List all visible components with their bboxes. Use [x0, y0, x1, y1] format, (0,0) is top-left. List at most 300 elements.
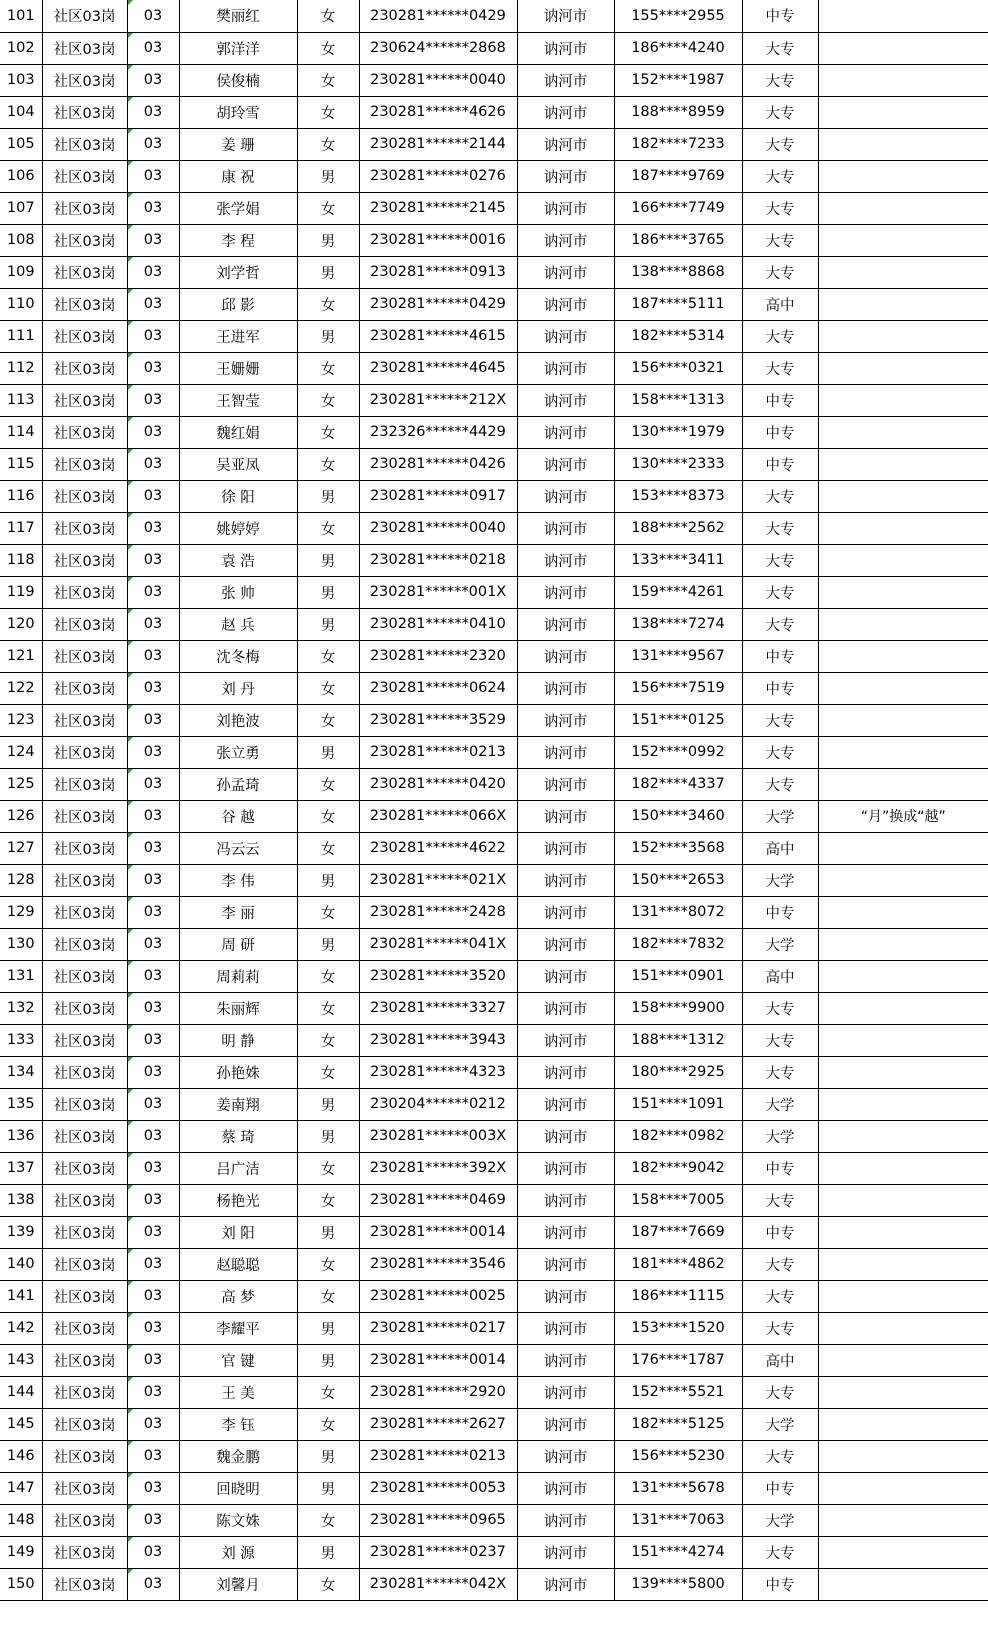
id-number-cell: 230281******4323	[359, 1056, 517, 1088]
id-number-cell: 230281******4626	[359, 96, 517, 128]
applicant-name-cell: 樊丽红	[179, 0, 297, 32]
remark-cell	[818, 1024, 988, 1056]
table-row	[0, 480, 988, 512]
remark-cell	[818, 32, 988, 64]
remark-cell	[818, 1472, 988, 1504]
id-number-cell: 230281******2144	[359, 128, 517, 160]
applicant-name-cell: 魏金鹏	[179, 1440, 297, 1472]
phone-number-cell: 155****2955	[614, 0, 742, 32]
city-cell: 讷河市	[517, 736, 614, 768]
phone-number-cell: 158****7005	[614, 1184, 742, 1216]
phone-number-cell: 131****5678	[614, 1472, 742, 1504]
post-code-cell: 03	[127, 576, 179, 608]
post-code-cell: 03	[127, 1472, 179, 1504]
applicant-name-cell: 沈冬梅	[179, 640, 297, 672]
gender-cell: 男	[297, 576, 359, 608]
post-name-cell: 社区03岗	[42, 1408, 127, 1440]
education-cell: 大学	[742, 864, 818, 896]
id-number-cell: 230281******0213	[359, 1440, 517, 1472]
table-row	[0, 1216, 988, 1248]
row-number-cell: 115	[0, 448, 42, 480]
applicant-name-cell: 吴亚凤	[179, 448, 297, 480]
remark-cell	[818, 1056, 988, 1088]
gender-cell: 男	[297, 1440, 359, 1472]
id-number-cell: 230281******0429	[359, 288, 517, 320]
applicant-name-cell: 谷 越	[179, 800, 297, 832]
post-code-cell: 03	[127, 256, 179, 288]
table-row	[0, 960, 988, 992]
gender-cell: 女	[297, 0, 359, 32]
remark-cell	[818, 1568, 988, 1600]
post-name-cell: 社区03岗	[42, 352, 127, 384]
education-cell: 大学	[742, 1120, 818, 1152]
id-number-cell: 230281******0040	[359, 512, 517, 544]
post-code-cell: 03	[127, 0, 179, 32]
applicant-name-cell: 赵聪聪	[179, 1248, 297, 1280]
id-number-cell: 230281******0429	[359, 0, 517, 32]
city-cell: 讷河市	[517, 544, 614, 576]
phone-number-cell: 181****4862	[614, 1248, 742, 1280]
education-cell: 大专	[742, 64, 818, 96]
applicant-name-cell: 张 帅	[179, 576, 297, 608]
row-number-cell: 125	[0, 768, 42, 800]
row-number-cell: 103	[0, 64, 42, 96]
table-row	[0, 992, 988, 1024]
gender-cell: 女	[297, 1024, 359, 1056]
city-cell: 讷河市	[517, 1440, 614, 1472]
remark-cell	[818, 352, 988, 384]
remark-cell	[818, 640, 988, 672]
row-number-cell: 147	[0, 1472, 42, 1504]
post-name-cell: 社区03岗	[42, 1152, 127, 1184]
table-row	[0, 160, 988, 192]
city-cell: 讷河市	[517, 864, 614, 896]
id-number-cell: 230281******212X	[359, 384, 517, 416]
post-name-cell: 社区03岗	[42, 480, 127, 512]
row-number-cell: 146	[0, 1440, 42, 1472]
table-row	[0, 224, 988, 256]
city-cell: 讷河市	[517, 384, 614, 416]
post-name-cell: 社区03岗	[42, 1344, 127, 1376]
phone-number-cell: 186****4240	[614, 32, 742, 64]
post-code-cell: 03	[127, 608, 179, 640]
remark-cell	[818, 384, 988, 416]
post-name-cell: 社区03岗	[42, 544, 127, 576]
post-name-cell: 社区03岗	[42, 1280, 127, 1312]
city-cell: 讷河市	[517, 416, 614, 448]
phone-number-cell: 182****4337	[614, 768, 742, 800]
city-cell: 讷河市	[517, 64, 614, 96]
id-number-cell: 230281******4615	[359, 320, 517, 352]
phone-number-cell: 159****4261	[614, 576, 742, 608]
remark-cell	[818, 672, 988, 704]
id-number-cell: 230281******0420	[359, 768, 517, 800]
post-code-cell: 03	[127, 416, 179, 448]
row-number-cell: 149	[0, 1536, 42, 1568]
applicant-name-cell: 孙孟琦	[179, 768, 297, 800]
post-name-cell: 社区03岗	[42, 1120, 127, 1152]
table-row	[0, 800, 988, 832]
table-row	[0, 1472, 988, 1504]
city-cell: 讷河市	[517, 32, 614, 64]
remark-cell	[818, 0, 988, 32]
post-code-cell: 03	[127, 1344, 179, 1376]
phone-number-cell: 180****2925	[614, 1056, 742, 1088]
gender-cell: 女	[297, 960, 359, 992]
row-number-cell: 127	[0, 832, 42, 864]
applicant-name-cell: 魏红娟	[179, 416, 297, 448]
post-name-cell: 社区03岗	[42, 640, 127, 672]
education-cell: 大专	[742, 32, 818, 64]
gender-cell: 女	[297, 832, 359, 864]
phone-number-cell: 187****5111	[614, 288, 742, 320]
city-cell: 讷河市	[517, 928, 614, 960]
remark-cell	[818, 1408, 988, 1440]
applicant-name-cell: 姚婷婷	[179, 512, 297, 544]
id-number-cell: 230281******0014	[359, 1344, 517, 1376]
city-cell: 讷河市	[517, 576, 614, 608]
remark-cell	[818, 1440, 988, 1472]
post-code-cell: 03	[127, 320, 179, 352]
row-number-cell: 111	[0, 320, 42, 352]
table-row	[0, 352, 988, 384]
remark-cell	[818, 928, 988, 960]
education-cell: 大专	[742, 576, 818, 608]
table-row	[0, 576, 988, 608]
remark-cell	[818, 256, 988, 288]
remark-cell	[818, 416, 988, 448]
phone-number-cell: 153****1520	[614, 1312, 742, 1344]
post-name-cell: 社区03岗	[42, 576, 127, 608]
phone-number-cell: 156****7519	[614, 672, 742, 704]
gender-cell: 女	[297, 704, 359, 736]
remark-cell	[818, 1216, 988, 1248]
applicant-name-cell: 康 祝	[179, 160, 297, 192]
row-number-cell: 117	[0, 512, 42, 544]
city-cell: 讷河市	[517, 1152, 614, 1184]
row-number-cell: 138	[0, 1184, 42, 1216]
row-number-cell: 137	[0, 1152, 42, 1184]
post-code-cell: 03	[127, 1568, 179, 1600]
city-cell: 讷河市	[517, 960, 614, 992]
phone-number-cell: 138****7274	[614, 608, 742, 640]
city-cell: 讷河市	[517, 1216, 614, 1248]
gender-cell: 女	[297, 512, 359, 544]
post-name-cell: 社区03岗	[42, 512, 127, 544]
remark-cell	[818, 864, 988, 896]
row-number-cell: 106	[0, 160, 42, 192]
gender-cell: 女	[297, 1376, 359, 1408]
gender-cell: 男	[297, 1088, 359, 1120]
phone-number-cell: 130****1979	[614, 416, 742, 448]
applicant-name-cell: 王姗姗	[179, 352, 297, 384]
post-code-cell: 03	[127, 672, 179, 704]
education-cell: 大专	[742, 224, 818, 256]
table-row	[0, 864, 988, 896]
city-cell: 讷河市	[517, 1312, 614, 1344]
applicant-name-cell: 冯云云	[179, 832, 297, 864]
gender-cell: 女	[297, 1504, 359, 1536]
post-name-cell: 社区03岗	[42, 1088, 127, 1120]
post-code-cell: 03	[127, 1376, 179, 1408]
city-cell: 讷河市	[517, 128, 614, 160]
city-cell: 讷河市	[517, 1248, 614, 1280]
gender-cell: 女	[297, 416, 359, 448]
post-code-cell: 03	[127, 1408, 179, 1440]
row-number-cell: 105	[0, 128, 42, 160]
remark-cell	[818, 608, 988, 640]
post-name-cell: 社区03岗	[42, 320, 127, 352]
applicant-name-cell: 刘 阳	[179, 1216, 297, 1248]
remark-cell	[818, 64, 988, 96]
row-number-cell: 134	[0, 1056, 42, 1088]
education-cell: 大专	[742, 480, 818, 512]
gender-cell: 男	[297, 480, 359, 512]
education-cell: 大专	[742, 1056, 818, 1088]
remark-cell	[818, 992, 988, 1024]
applicant-name-cell: 高 梦	[179, 1280, 297, 1312]
row-number-cell: 148	[0, 1504, 42, 1536]
gender-cell: 女	[297, 32, 359, 64]
gender-cell: 女	[297, 128, 359, 160]
post-code-cell: 03	[127, 128, 179, 160]
table-row	[0, 704, 988, 736]
education-cell: 高中	[742, 832, 818, 864]
education-cell: 中专	[742, 1152, 818, 1184]
education-cell: 大专	[742, 1312, 818, 1344]
row-number-cell: 132	[0, 992, 42, 1024]
education-cell: 大专	[742, 1376, 818, 1408]
education-cell: 大专	[742, 1024, 818, 1056]
id-number-cell: 230281******3327	[359, 992, 517, 1024]
phone-number-cell: 150****3460	[614, 800, 742, 832]
remark-cell	[818, 576, 988, 608]
city-cell: 讷河市	[517, 1536, 614, 1568]
gender-cell: 女	[297, 288, 359, 320]
post-code-cell: 03	[127, 768, 179, 800]
post-code-cell: 03	[127, 640, 179, 672]
id-number-cell: 230281******4645	[359, 352, 517, 384]
row-number-cell: 107	[0, 192, 42, 224]
city-cell: 讷河市	[517, 1280, 614, 1312]
post-code-cell: 03	[127, 1120, 179, 1152]
education-cell: 大专	[742, 512, 818, 544]
id-number-cell: 230281******001X	[359, 576, 517, 608]
education-cell: 大学	[742, 800, 818, 832]
post-name-cell: 社区03岗	[42, 160, 127, 192]
city-cell: 讷河市	[517, 1472, 614, 1504]
table-row	[0, 1568, 988, 1600]
post-name-cell: 社区03岗	[42, 192, 127, 224]
id-number-cell: 230281******0040	[359, 64, 517, 96]
gender-cell: 男	[297, 1120, 359, 1152]
gender-cell: 男	[297, 1344, 359, 1376]
remark-cell	[818, 224, 988, 256]
row-number-cell: 123	[0, 704, 42, 736]
id-number-cell: 230281******2627	[359, 1408, 517, 1440]
post-name-cell: 社区03岗	[42, 1312, 127, 1344]
phone-number-cell: 151****0901	[614, 960, 742, 992]
table-row	[0, 192, 988, 224]
table-row	[0, 256, 988, 288]
table-row	[0, 0, 988, 32]
id-number-cell: 230281******3546	[359, 1248, 517, 1280]
post-name-cell: 社区03岗	[42, 1472, 127, 1504]
city-cell: 讷河市	[517, 800, 614, 832]
table-row	[0, 96, 988, 128]
post-code-cell: 03	[127, 1184, 179, 1216]
table-row	[0, 640, 988, 672]
post-name-cell: 社区03岗	[42, 384, 127, 416]
education-cell: 大专	[742, 352, 818, 384]
gender-cell: 女	[297, 96, 359, 128]
post-code-cell: 03	[127, 928, 179, 960]
table-row	[0, 1536, 988, 1568]
city-cell: 讷河市	[517, 1504, 614, 1536]
city-cell: 讷河市	[517, 480, 614, 512]
post-name-cell: 社区03岗	[42, 1024, 127, 1056]
table-row	[0, 1248, 988, 1280]
post-code-cell: 03	[127, 1440, 179, 1472]
table-row	[0, 1408, 988, 1440]
row-number-cell: 109	[0, 256, 42, 288]
id-number-cell: 230281******0218	[359, 544, 517, 576]
remark-cell	[818, 896, 988, 928]
id-number-cell: 230281******2428	[359, 896, 517, 928]
city-cell: 讷河市	[517, 0, 614, 32]
post-code-cell: 03	[127, 480, 179, 512]
id-number-cell: 230204******0212	[359, 1088, 517, 1120]
table-row	[0, 1376, 988, 1408]
post-name-cell: 社区03岗	[42, 736, 127, 768]
city-cell: 讷河市	[517, 1024, 614, 1056]
city-cell: 讷河市	[517, 1184, 614, 1216]
post-code-cell: 03	[127, 1216, 179, 1248]
post-code-cell: 03	[127, 800, 179, 832]
applicant-name-cell: 李 程	[179, 224, 297, 256]
applicant-name-cell: 徐 阳	[179, 480, 297, 512]
post-code-cell: 03	[127, 896, 179, 928]
city-cell: 讷河市	[517, 672, 614, 704]
post-name-cell: 社区03岗	[42, 1568, 127, 1600]
gender-cell: 男	[297, 736, 359, 768]
row-number-cell: 108	[0, 224, 42, 256]
post-name-cell: 社区03岗	[42, 448, 127, 480]
remark-cell: “月”换成“越”	[818, 800, 988, 832]
gender-cell: 女	[297, 1056, 359, 1088]
gender-cell: 男	[297, 864, 359, 896]
post-code-cell: 03	[127, 224, 179, 256]
post-name-cell: 社区03岗	[42, 800, 127, 832]
applicant-name-cell: 王进军	[179, 320, 297, 352]
applicant-name-cell: 李 伟	[179, 864, 297, 896]
table-row	[0, 896, 988, 928]
table-row	[0, 1056, 988, 1088]
applicant-name-cell: 刘艳波	[179, 704, 297, 736]
phone-number-cell: 158****9900	[614, 992, 742, 1024]
phone-number-cell: 186****3765	[614, 224, 742, 256]
education-cell: 大专	[742, 160, 818, 192]
gender-cell: 女	[297, 1280, 359, 1312]
gender-cell: 男	[297, 320, 359, 352]
row-number-cell: 112	[0, 352, 42, 384]
post-code-cell: 03	[127, 1536, 179, 1568]
phone-number-cell: 138****8868	[614, 256, 742, 288]
table-row	[0, 512, 988, 544]
post-name-cell: 社区03岗	[42, 1184, 127, 1216]
row-number-cell: 102	[0, 32, 42, 64]
applicant-name-cell: 邱 影	[179, 288, 297, 320]
id-number-cell: 230281******0025	[359, 1280, 517, 1312]
phone-number-cell: 152****5521	[614, 1376, 742, 1408]
id-number-cell: 230281******0965	[359, 1504, 517, 1536]
id-number-cell: 230281******003X	[359, 1120, 517, 1152]
post-code-cell: 03	[127, 64, 179, 96]
remark-cell	[818, 96, 988, 128]
post-name-cell: 社区03岗	[42, 1248, 127, 1280]
city-cell: 讷河市	[517, 992, 614, 1024]
row-number-cell: 128	[0, 864, 42, 896]
gender-cell: 女	[297, 352, 359, 384]
remark-cell	[818, 1504, 988, 1536]
phone-number-cell: 130****2333	[614, 448, 742, 480]
phone-number-cell: 176****1787	[614, 1344, 742, 1376]
post-name-cell: 社区03岗	[42, 1536, 127, 1568]
post-code-cell: 03	[127, 192, 179, 224]
remark-cell	[818, 1376, 988, 1408]
id-number-cell: 230281******0913	[359, 256, 517, 288]
education-cell: 中专	[742, 672, 818, 704]
post-name-cell: 社区03岗	[42, 768, 127, 800]
row-number-cell: 143	[0, 1344, 42, 1376]
table-row	[0, 1504, 988, 1536]
remark-cell	[818, 512, 988, 544]
education-cell: 高中	[742, 1344, 818, 1376]
education-cell: 中专	[742, 640, 818, 672]
post-name-cell: 社区03岗	[42, 896, 127, 928]
id-number-cell: 230281******2320	[359, 640, 517, 672]
applicant-name-cell: 张立勇	[179, 736, 297, 768]
post-code-cell: 03	[127, 960, 179, 992]
remark-cell	[818, 480, 988, 512]
phone-number-cell: 182****9042	[614, 1152, 742, 1184]
education-cell: 大专	[742, 992, 818, 1024]
applicant-name-cell: 王智莹	[179, 384, 297, 416]
gender-cell: 男	[297, 1216, 359, 1248]
gender-cell: 男	[297, 160, 359, 192]
city-cell: 讷河市	[517, 768, 614, 800]
education-cell: 中专	[742, 448, 818, 480]
post-name-cell: 社区03岗	[42, 288, 127, 320]
phone-number-cell: 182****5125	[614, 1408, 742, 1440]
education-cell: 大专	[742, 1536, 818, 1568]
table-row	[0, 832, 988, 864]
education-cell: 大学	[742, 1408, 818, 1440]
phone-number-cell: 151****1091	[614, 1088, 742, 1120]
gender-cell: 女	[297, 1152, 359, 1184]
row-number-cell: 130	[0, 928, 42, 960]
post-name-cell: 社区03岗	[42, 96, 127, 128]
city-cell: 讷河市	[517, 288, 614, 320]
phone-number-cell: 186****1115	[614, 1280, 742, 1312]
applicant-name-cell: 周莉莉	[179, 960, 297, 992]
phone-number-cell: 131****8072	[614, 896, 742, 928]
phone-number-cell: 152****1987	[614, 64, 742, 96]
city-cell: 讷河市	[517, 608, 614, 640]
phone-number-cell: 131****9567	[614, 640, 742, 672]
applicant-name-cell: 王 美	[179, 1376, 297, 1408]
gender-cell: 女	[297, 64, 359, 96]
